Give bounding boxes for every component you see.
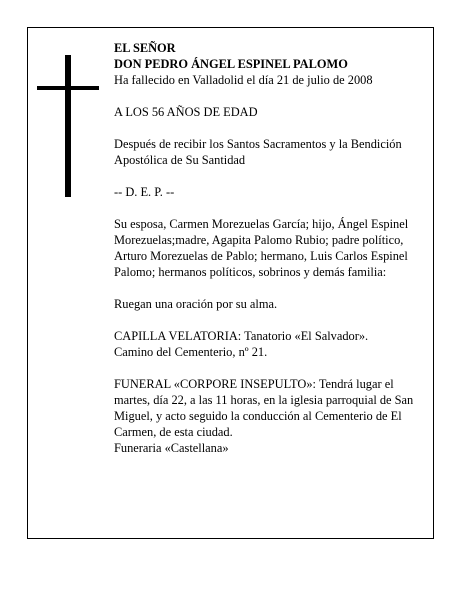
funeral-home: Funeraria «Castellana» xyxy=(114,441,229,455)
chapel-line-1: CAPILLA VELATORIA: Tanatorio «El Salvador». xyxy=(114,329,369,343)
sacraments-text: Después de recibir los Santos Sacramentos y la Bendición Apostólica de Su Santidad xyxy=(114,137,402,167)
death-line: Ha fallecido en Valladolid el día 21 de julio de 2008 xyxy=(114,73,373,87)
funeral-text: FUNERAL «CORPORE INSEPULTO»: Tendrá lugar el martes, día 22, a las 11 horas, en la iglesia parroquial de San Miguel, y acto seguido la conducción al Cementerio de El Carmen, de esta ciudad. xyxy=(114,377,414,439)
notice-text xyxy=(114,40,432,456)
family-text: Su esposa, Carmen Morezuelas García; hijo, Ángel Espinel Morezuelas;madre, Agapita Palomo Rubio; padre político, Arturo Morezuelas de Pablo; hermano, Luis Carlos Espinel Palomo; hermanos políticos, sobrinos y demás familia: xyxy=(114,217,409,279)
cross-icon xyxy=(37,55,99,197)
dep-text: -- D. E. P. -- xyxy=(114,185,175,199)
prayer-text: Ruegan una oración por su alma. xyxy=(114,297,278,311)
age-line: A LOS 56 AÑOS DE EDAD xyxy=(114,105,258,119)
cross-horizontal-bar xyxy=(37,86,99,90)
title-line-1: EL SEÑOR xyxy=(114,41,176,55)
chapel-line-2: Camino del Cementerio, nº 21. xyxy=(114,345,268,359)
cross-vertical-bar xyxy=(65,55,71,197)
deceased-name: DON PEDRO ÁNGEL ESPINEL PALOMO xyxy=(114,57,348,71)
